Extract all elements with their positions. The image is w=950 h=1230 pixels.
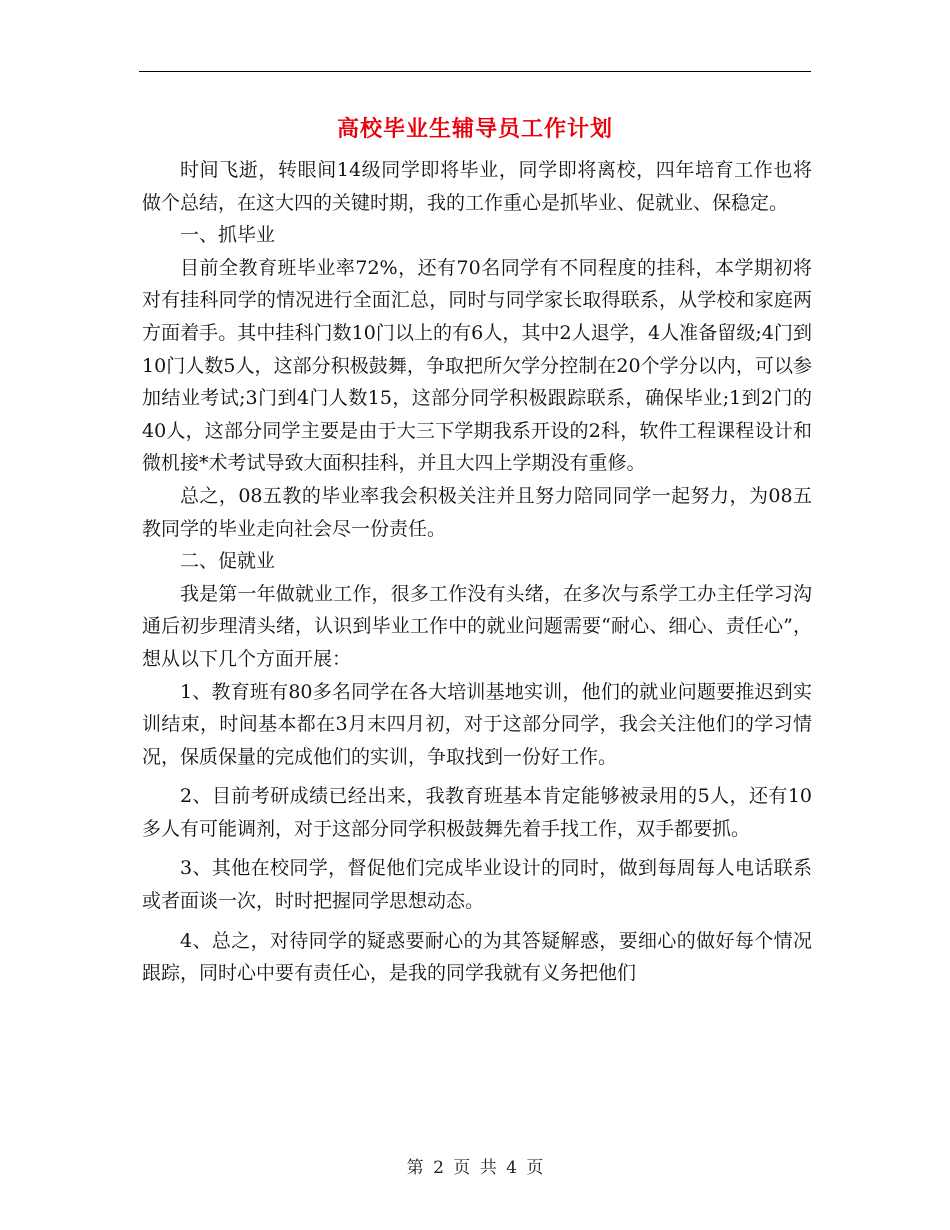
- header-rule: [139, 71, 811, 72]
- document-title: 高校毕业生辅导员工作计划: [336, 116, 613, 142]
- paragraph-employment-item-4: 4、总之，对待同学的疑惑要耐心的为其答疑解惑，要细心的做好每个情况跟踪，同时心中要有责任心，是我的同学我就有义务把他们: [142, 929, 812, 985]
- paragraph-employment-item-3: 3、其他在校同学，督促他们完成毕业设计的同时，做到每周每人电话联系或者面谈一次，时时把握同学思想动态。: [142, 857, 812, 913]
- paragraph-intro: 时间飞逝，转眼间14级同学即将毕业，同学即将离校，四年培育工作也将做个总结，在这大四的关键时期，我的工作重心是抓毕业、促就业、保稳定。: [142, 159, 812, 214]
- paragraph-employment-intro: 我是第一年做就业工作，很多工作没有头绪，在多次与系学工办主任学习沟通后初步理清头绪，认识到毕业工作中的就业问题需要“耐心、细心、责任心”，想从以下几个方面开展：: [142, 582, 812, 670]
- paragraph-employment-item-1: 1、教育班有80多名同学在各大培训基地实训，他们的就业问题要推迟到实训结束，时间基本都在3月末四月初，对于这部分同学，我会关注他们的学习情况，保质保量的完成他们的实训，争取找到一份好工作。: [142, 680, 812, 768]
- section-heading-graduation: 一、抓毕业: [180, 224, 276, 247]
- paragraph-employment-item-2: 2、目前考研成绩已经出来，我教育班基本肯定能够被录用的5人，还有10多人有可能调剂，对于这部分同学积极鼓舞先着手找工作，双手都要抓。: [142, 785, 812, 840]
- paragraph-graduation-summary: 总之，08五教的毕业率我会积极关注并且努力陪同同学一起努力，为08五教同学的毕业走向社会尽一份责任。: [142, 484, 812, 540]
- document-body: [142, 154, 812, 990]
- paragraph-graduation-status: 目前全教育班毕业率72%，还有70名同学有不同程度的挂科，本学期初将对有挂科同学的情况进行全面汇总，同时与同学家长取得联系，从学校和家庭两方面着手。其中挂科门数10门以上的有6人，其中2人退学，4人准备留级;4门到10门人数5人，这部分积极鼓舞，争取把所欠学分控制在20个学分以内，可以参加结业考试;3门到4门人数15，这部分同学积极跟踪联系，确保毕业;1到2门的40人，这部分同学主要是由于大三下学期我系开设的2科，软件工程课程设计和微机接*术考试导致大面积挂科，并且大四上学期没有重修。: [142, 256, 812, 475]
- section-heading-employment: 二、促就业: [180, 550, 276, 573]
- page-number: 第 2 页 共 4 页: [406, 1158, 544, 1178]
